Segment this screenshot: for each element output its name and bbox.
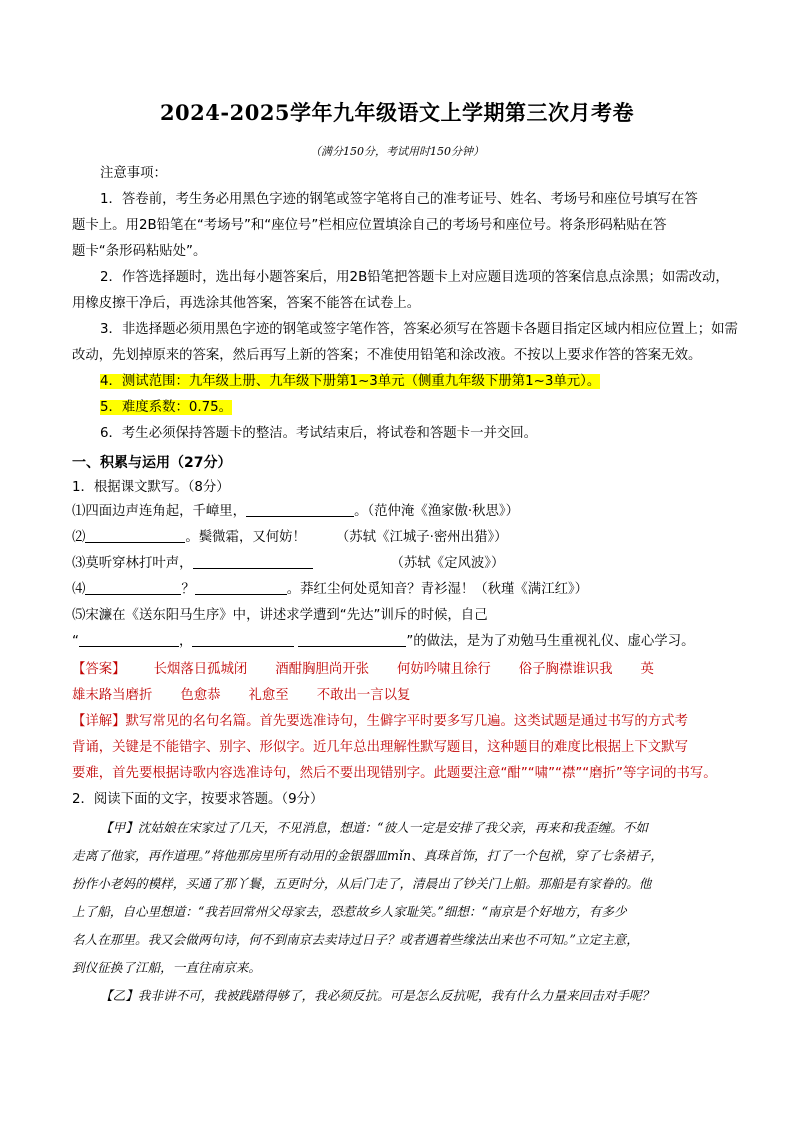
notice-item-5 [100,398,760,418]
passage-line: 名人在那里。我又会做两句诗，何不到南京去卖诗过日子？或者遇着些缘法出来也不可知。”立定主意， [72,932,639,947]
q1-l2-num: ⑵ [72,530,86,545]
notice-item-1: 1．答卷前，考生务必用黑色字迹的钢笔或签字笔将自己的准考证号、姓名、考场号和座位号填写在答 [100,192,698,207]
q1-line-2 [72,528,732,548]
detail-line-2: 背诵，关键是不能错字、别字、形似字。近几年总出理解性默写题目，这种题目的难度比根据上下文默写 [72,740,688,755]
q1-l5-text: ”的做法，是为了劝勉马生重视礼仪、虚心学习。 [406,634,695,649]
answer-label: 【答案】 [72,662,126,677]
answer-blank[interactable] [298,632,406,647]
answer-blank[interactable] [195,580,287,595]
q1-l3-source: （苏轼《定风波》） [390,556,505,571]
detail-text: 默写常见的名句名篇。首先要选准诗句，生僻字平时要多写几遍。这类试题是通过书写的方式考 [125,714,688,729]
answer-item: 酒酣胸胆尚开张 [275,662,370,677]
q2-stem: 2．阅读下面的文字，按要求答题。（9分） [72,792,324,807]
q1-stem: 1．根据课文默写。（8分） [72,480,230,495]
q1-line-5: ⑸宋濂在《送东阳马生序》中，讲述求学遭到“先达”训斥的时候，自己 [72,608,488,623]
page-subtitle: （满分150分，考试用时150分钟） [310,145,484,158]
answer-blank[interactable] [246,502,354,517]
q1-l2-text: 。鬓微霜，又何妨！ [185,530,306,545]
detail-label: 【详解】 [72,714,126,729]
notice-item-1-cont2: 题卡“条形码粘贴处”。 [72,244,207,259]
q1-l4-mark: ？ [181,582,195,597]
notice-item-6: 6．考生必须保持答题卡的整洁。考试结束后，将试卷和答题卡一并交回。 [100,426,538,441]
answer-row-1 [72,660,732,680]
passage-line: 【乙】我非讲不可，我被践踏得够了，我必须反抗。可是怎么反抗呢，我有什么力量来回击对手呢？ [100,988,655,1003]
answer-item: 何妨吟啸且徐行 [397,662,491,677]
q1-l1-text: ⑴四面边声连角起，千嶂里， [72,504,247,519]
answer-blank[interactable] [192,632,294,647]
answer-row-2 [72,686,732,706]
passage-line: 走离了他家，再作道理。”将他那房里所有动用的金银器皿mǐn、真珠首饰，打了一个包袱，穿了七条裙子， [72,848,663,863]
notice-item-3: 3．非选择题必须用黑色字迹的钢笔或签字笔作答，答案必须写在答题卡各题目指定区域内相应位置上；如需 [100,322,738,337]
q1-line-3 [72,554,732,574]
detail-line-1 [72,712,732,732]
passage-line: 【甲】沈姑娘在宋家过了几天，不见消息，想道：“彼人一定是安排了我父亲，再来和我歪缠。不如 [100,820,648,835]
q1-l2-source: （苏轼《江城子·密州出猎》） [335,530,508,545]
highlight-difficulty: 5．难度系数：0.75。 [100,400,233,415]
answer-item: 俗子胸襟谁识我 [518,662,613,677]
q1-l4-text: 。莽红尘何处觅知音？青衫湿！（秋瑾《满江红》） [286,582,589,597]
notice-item-2: 2．作答选择题时，选出每小题答案后，用2B铅笔把答题卡上对应题目选项的答案信息点涂黑；如需改动， [100,270,729,285]
q1-line-1 [72,502,732,522]
q1-line-4 [72,580,732,600]
passage-line: 到仪征换了江船，一直往南京来。 [72,960,261,975]
q1-l5-quote: “ [72,634,79,649]
answer-item: 雄末路当磨折 [72,688,153,703]
answer-item: 色愈恭 [180,688,221,703]
q1-l4-num: ⑷ [72,582,86,597]
notice-item-3-cont: 改动，先划掉原来的答案，然后再写上新的答案；不准使用铅笔和涂改液。不按以上要求作答的答案无效。 [72,348,702,363]
answer-blank[interactable] [85,528,185,543]
q1-l5-comma: ， [178,634,193,649]
answer-blank[interactable] [193,554,313,569]
notice-item-4 [100,372,760,392]
notice-item-2-cont: 用橡皮擦干净后，再选涂其他答案，答案不能答在试卷上。 [72,296,421,311]
notice-item-1-cont: 题卡上。用2B铅笔在“考场号”和“座位号”栏相应位置填涂自己的考场号和座位号。将条形码粘贴在答 [72,218,667,233]
answer-blank[interactable] [79,632,179,647]
q1-l3-text: ⑶莫听穿林打叶声， [72,556,193,571]
answer-blank[interactable] [85,580,181,595]
passage-line: 上了船，自心里想道：“我若回常州父母家去，恐惹故乡人家耻笑。”细想：“南京是个好地方，有多少 [72,904,627,919]
answer-item: 不敢出一言以复 [316,688,411,703]
section-heading: 一、积累与运用（27分） [72,455,232,471]
answer-item: 礼愈至 [248,688,289,703]
highlight-range: 4．测试范围：九年级上册、九年级下册第1~3单元（侧重九年级下册第1~3单元）。 [100,374,601,389]
answer-item: 长烟落日孤城闭 [153,662,248,677]
notice-heading: 注意事项： [100,166,167,181]
page-title: 2024-2025学年九年级语文上学期第三次月考卷 [159,100,635,125]
q1-l1-source: 。（范仲淹《渔家傲·秋思》） [354,504,520,519]
detail-line-3: 要难，首先要根据诗歌内容选准诗句，然后不要出现错别字。此题要注意“酣”“啸”“襟”“磨折”等字词的书写。 [72,766,717,781]
answer-item: 英 [640,662,654,677]
passage-line: 扮作小老妈的模样，买通了那丫鬟，五更时分，从后门走了，清晨出了钞关门上船。那船是有家眷的。他 [72,876,652,891]
q1-line-5-cont [72,632,732,652]
